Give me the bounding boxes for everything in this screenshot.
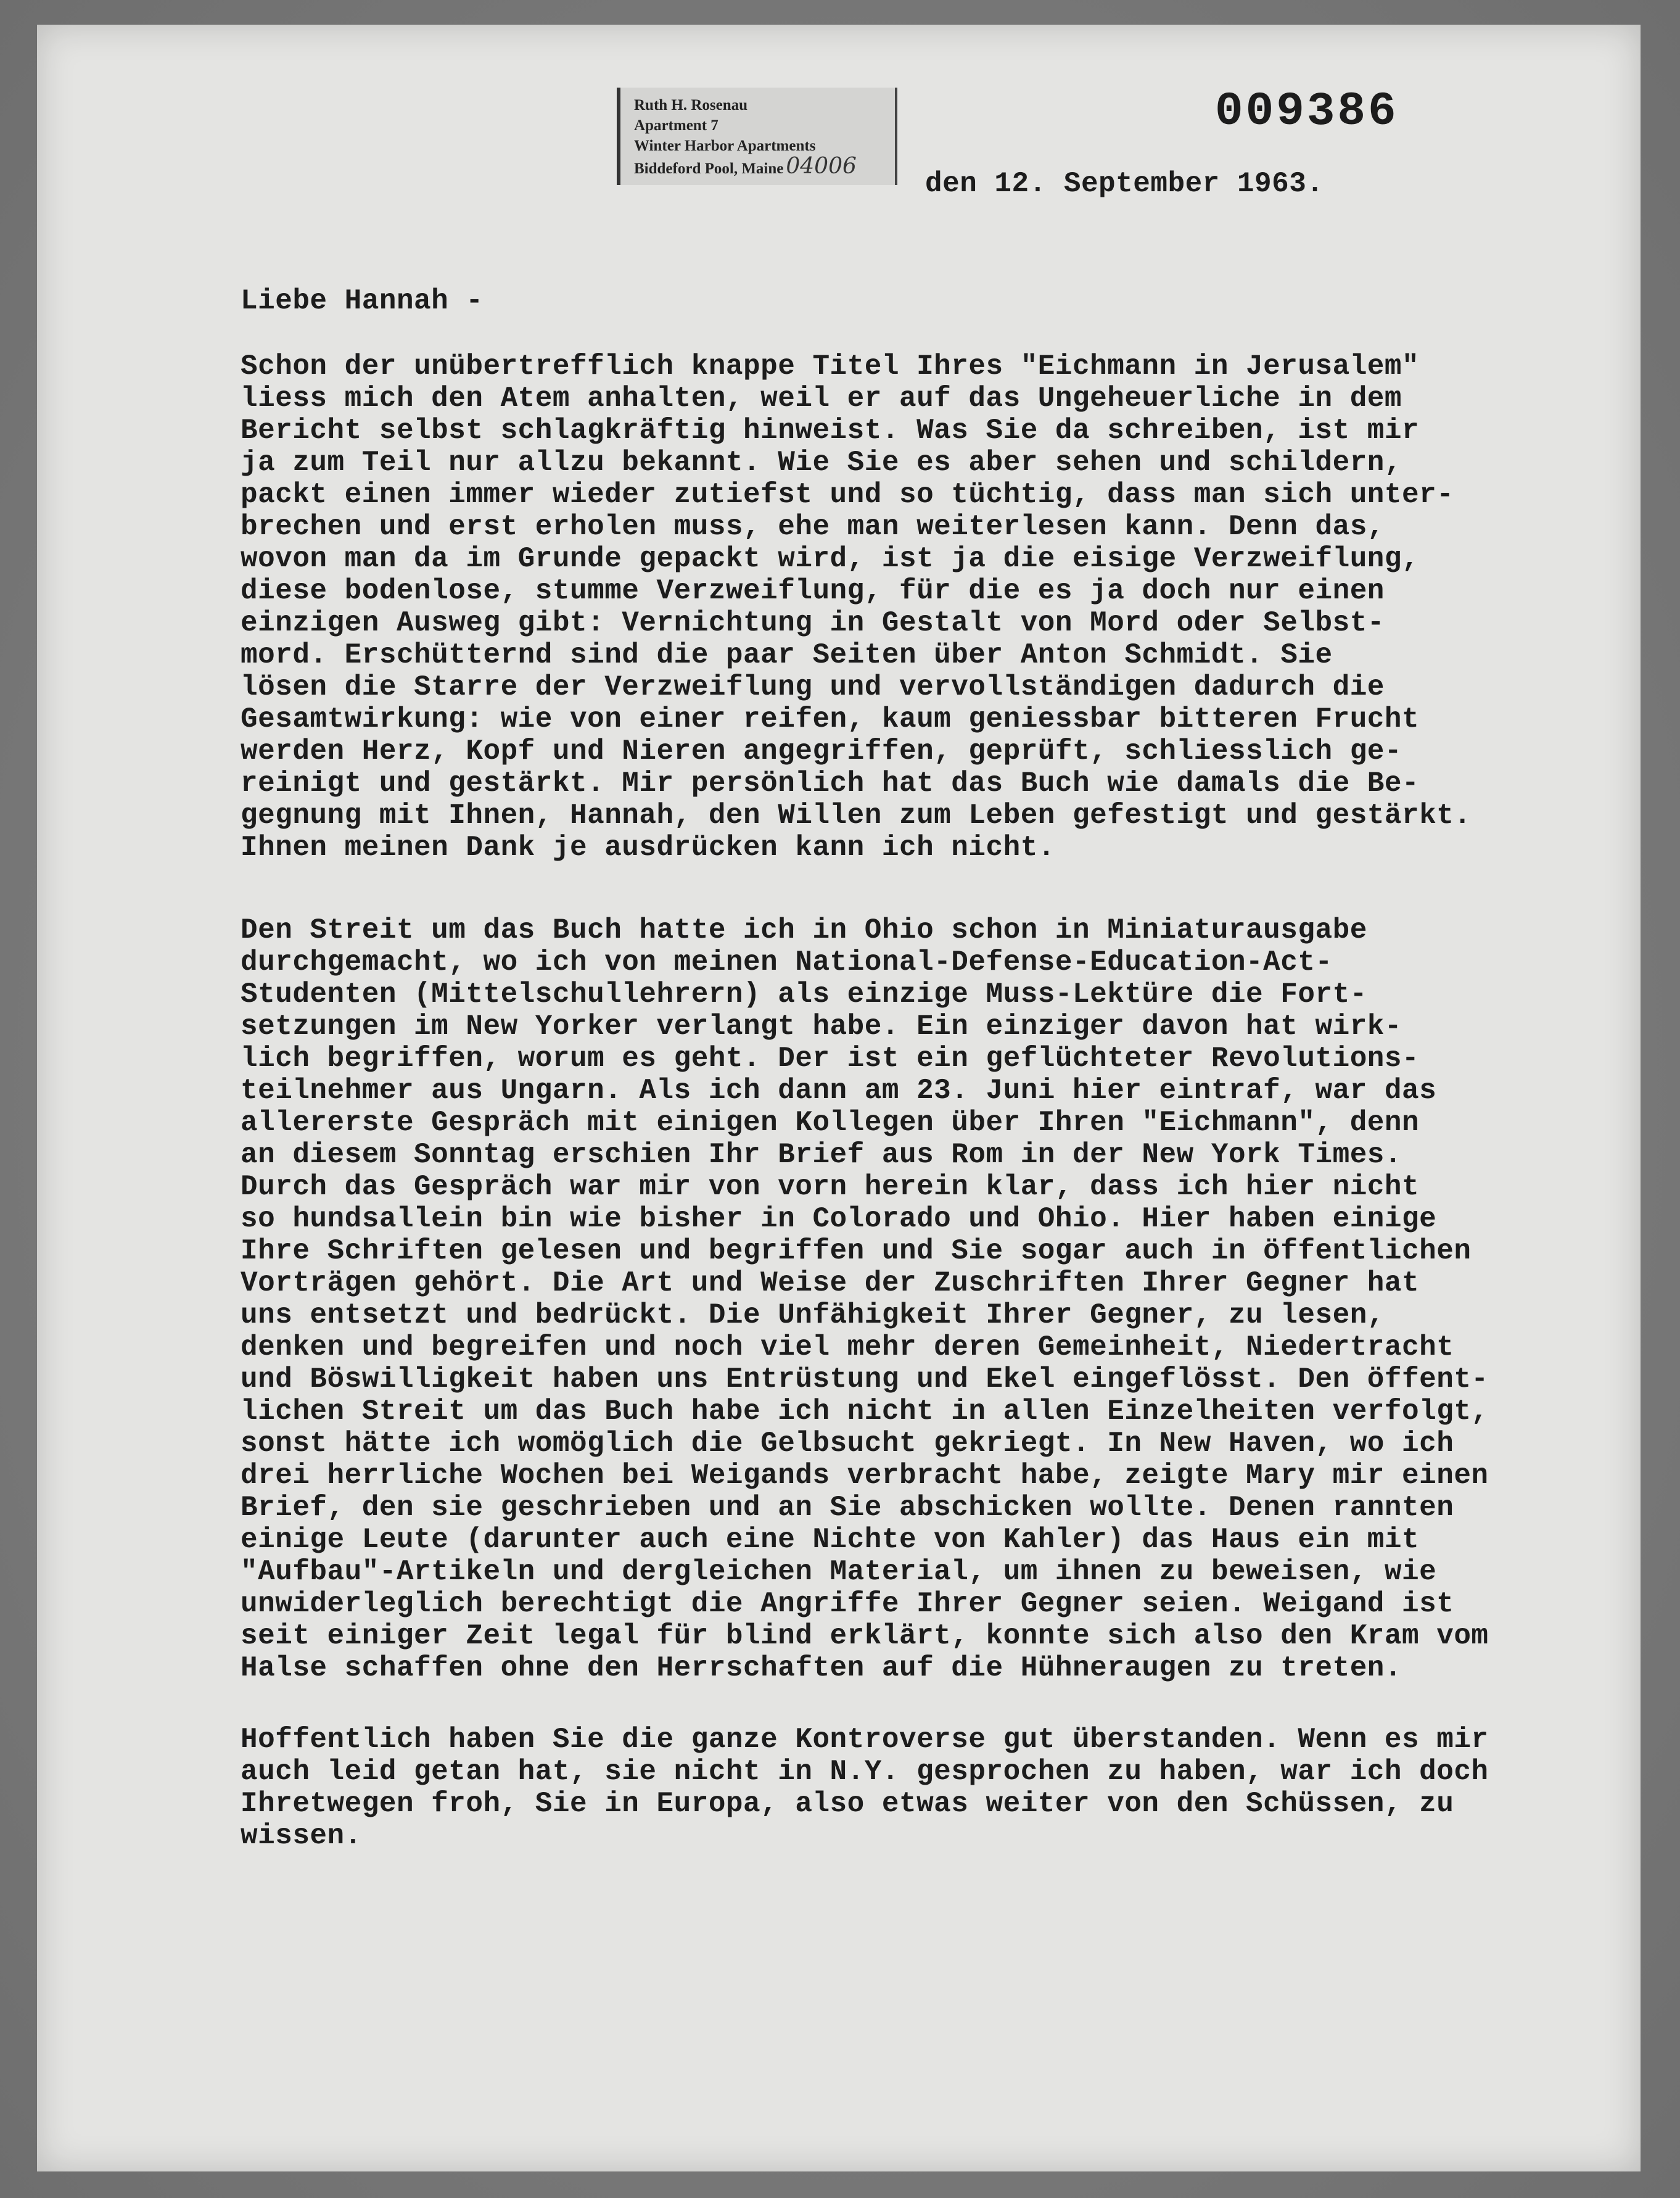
text-line: durchgemacht, wo ich von meinen National-Defense-Education-Act- (241, 946, 1333, 978)
text-line: Bericht selbst schlagkräftig hinweist. Was Sie da schreiben, ist mir (241, 415, 1420, 447)
text-line: an diesem Sonntag erschien Ihr Brief aus Rom in der New York Times. (241, 1139, 1402, 1171)
text-line: denken und begreifen und noch viel mehr deren Gemeinheit, Niedertracht (241, 1331, 1454, 1363)
text-line: so hundsallein bin wie bisher in Colorado und Ohio. Hier haben einige (241, 1203, 1437, 1235)
text-line: Brief, den sie geschrieben und an Sie abschicken wollte. Denen rannten (241, 1492, 1454, 1524)
text-line: werden Herz, Kopf und Nieren angegriffen, geprüft, schliesslich ge- (241, 735, 1402, 767)
stamp-city: Biddeford Pool, Maine (634, 160, 784, 177)
text-line: einzigen Ausweg gibt: Vernichtung in Gestalt von Mord oder Selbst- (241, 607, 1385, 639)
paragraph-1 (241, 350, 1634, 864)
text-line: auch leid getan hat, sie nicht in N.Y. gesprochen zu haben, war ich doch (241, 1756, 1489, 1788)
text-line: sonst hätte ich womöglich die Gelbsucht gekriegt. In New Haven, wo ich (241, 1427, 1454, 1460)
text-line: mord. Erschütternd sind die paar Seiten über Anton Schmidt. Sie (241, 639, 1333, 671)
text-line: "Aufbau"-Artikeln und dergleichen Material, um ihnen zu beweisen, wie (241, 1556, 1437, 1588)
text-line: Studenten (Mittelschullehrern) als einzige Muss-Lektüre die Fort- (241, 978, 1367, 1010)
text-line: unwiderleglich berechtigt die Angriffe Ihrer Gegner seien. Weigand ist (241, 1588, 1454, 1620)
salutation: Liebe Hannah - (241, 285, 484, 317)
text-line: Vorträgen gehört. Die Art und Weise der Zuschriften Ihrer Gegner hat (241, 1267, 1420, 1299)
text-line: setzungen im New Yorker verlangt habe. Ein einziger davon hat wirk- (241, 1010, 1402, 1043)
paragraph-3 (241, 1724, 1634, 1852)
text-line: teilnehmer aus Ungarn. Als ich dann am 23. Juni hier eintraf, war das (241, 1075, 1437, 1107)
text-line: liess mich den Atem anhalten, weil er auf das Ungeheuerliche in dem (241, 382, 1402, 415)
text-line: Ihre Schriften gelesen und begriffen und Sie sogar auch in öffentlichen (241, 1235, 1472, 1267)
text-line: brechen und erst erholen muss, ehe man weiterlesen kann. Denn das, (241, 511, 1385, 543)
text-line: Ihnen meinen Dank je ausdrücken kann ich nicht. (241, 832, 1055, 864)
text-line: Gesamtwirkung: wie von einer reifen, kaum geniessbar bitteren Frucht (241, 703, 1420, 735)
text-line: Den Streit um das Buch hatte ich in Ohio schon in Miniaturausgabe (241, 914, 1367, 946)
stamp-apartment: Apartment 7 (634, 117, 719, 134)
text-line: Ihretwegen froh, Sie in Europa, also etwas weiter von den Schüssen, zu (241, 1788, 1454, 1820)
paragraph-2 (241, 914, 1634, 1684)
text-line: wissen. (241, 1820, 362, 1852)
text-line: lichen Streit um das Buch habe ich nicht in allen Einzelheiten verfolgt, (241, 1395, 1489, 1427)
stamp-city-line (634, 156, 895, 179)
handwritten-zip: 04006 (786, 154, 857, 179)
text-line: reinigt und gestärkt. Mir persönlich hat das Buch wie damals die Be- (241, 767, 1420, 799)
text-line: drei herrliche Wochen bei Weigands verbracht habe, zeigte Mary mir einen (241, 1460, 1489, 1492)
text-line: wovon man da im Grunde gepackt wird, ist ja die eisige Verzweiflung, (241, 543, 1420, 575)
letter-date: den 12. September 1963. (925, 168, 1324, 200)
text-line: gegnung mit Ihnen, Hannah, den Willen zum Leben gefestigt und gestärkt. (241, 799, 1472, 832)
text-line: Schon der unübertrefflich knappe Titel Ihres "Eichmann in Jerusalem" (241, 350, 1420, 382)
stamp-name: Ruth H. Rosenau (634, 97, 748, 114)
text-line: Hoffentlich haben Sie die ganze Kontroverse gut überstanden. Wenn es mir (241, 1724, 1489, 1756)
text-line: lösen die Starre der Verzweiflung und vervollständigen dadurch die (241, 671, 1385, 703)
text-line: Halse schaffen ohne den Herrschaften auf die Hühneraugen zu treten. (241, 1652, 1402, 1684)
text-line: uns entsetzt und bedrückt. Die Unfähigkeit Ihrer Gegner, zu lesen, (241, 1299, 1385, 1331)
text-line: allererste Gespräch mit einigen Kollegen über Ihren "Eichmann", denn (241, 1107, 1420, 1139)
text-line: ja zum Teil nur allzu bekannt. Wie Sie es aber sehen und schildern, (241, 447, 1402, 479)
text-line: packt einen immer wieder zutiefst und so tüchtig, dass man sich unter- (241, 479, 1454, 511)
text-line: diese bodenlose, stumme Verzweiflung, für die es ja doch nur einen (241, 575, 1385, 607)
text-line: lich begriffen, worum es geht. Der ist ein geflüchteter Revolutions- (241, 1043, 1420, 1075)
return-address-stamp (617, 88, 897, 185)
text-line: seit einiger Zeit legal für blind erklärt, konnte sich also den Kram vom (241, 1620, 1489, 1652)
stamp-building: Winter Harbor Apartments (634, 138, 816, 154)
text-line: Durch das Gespräch war mir von vorn herein klar, dass ich hier nicht (241, 1171, 1420, 1203)
text-line: und Böswilligkeit haben uns Entrüstung und Ekel eingeflösst. Den öffent- (241, 1363, 1489, 1395)
text-line: einige Leute (darunter auch eine Nichte von Kahler) das Haus ein mit (241, 1524, 1420, 1556)
document-number: 009386 (1215, 85, 1399, 138)
